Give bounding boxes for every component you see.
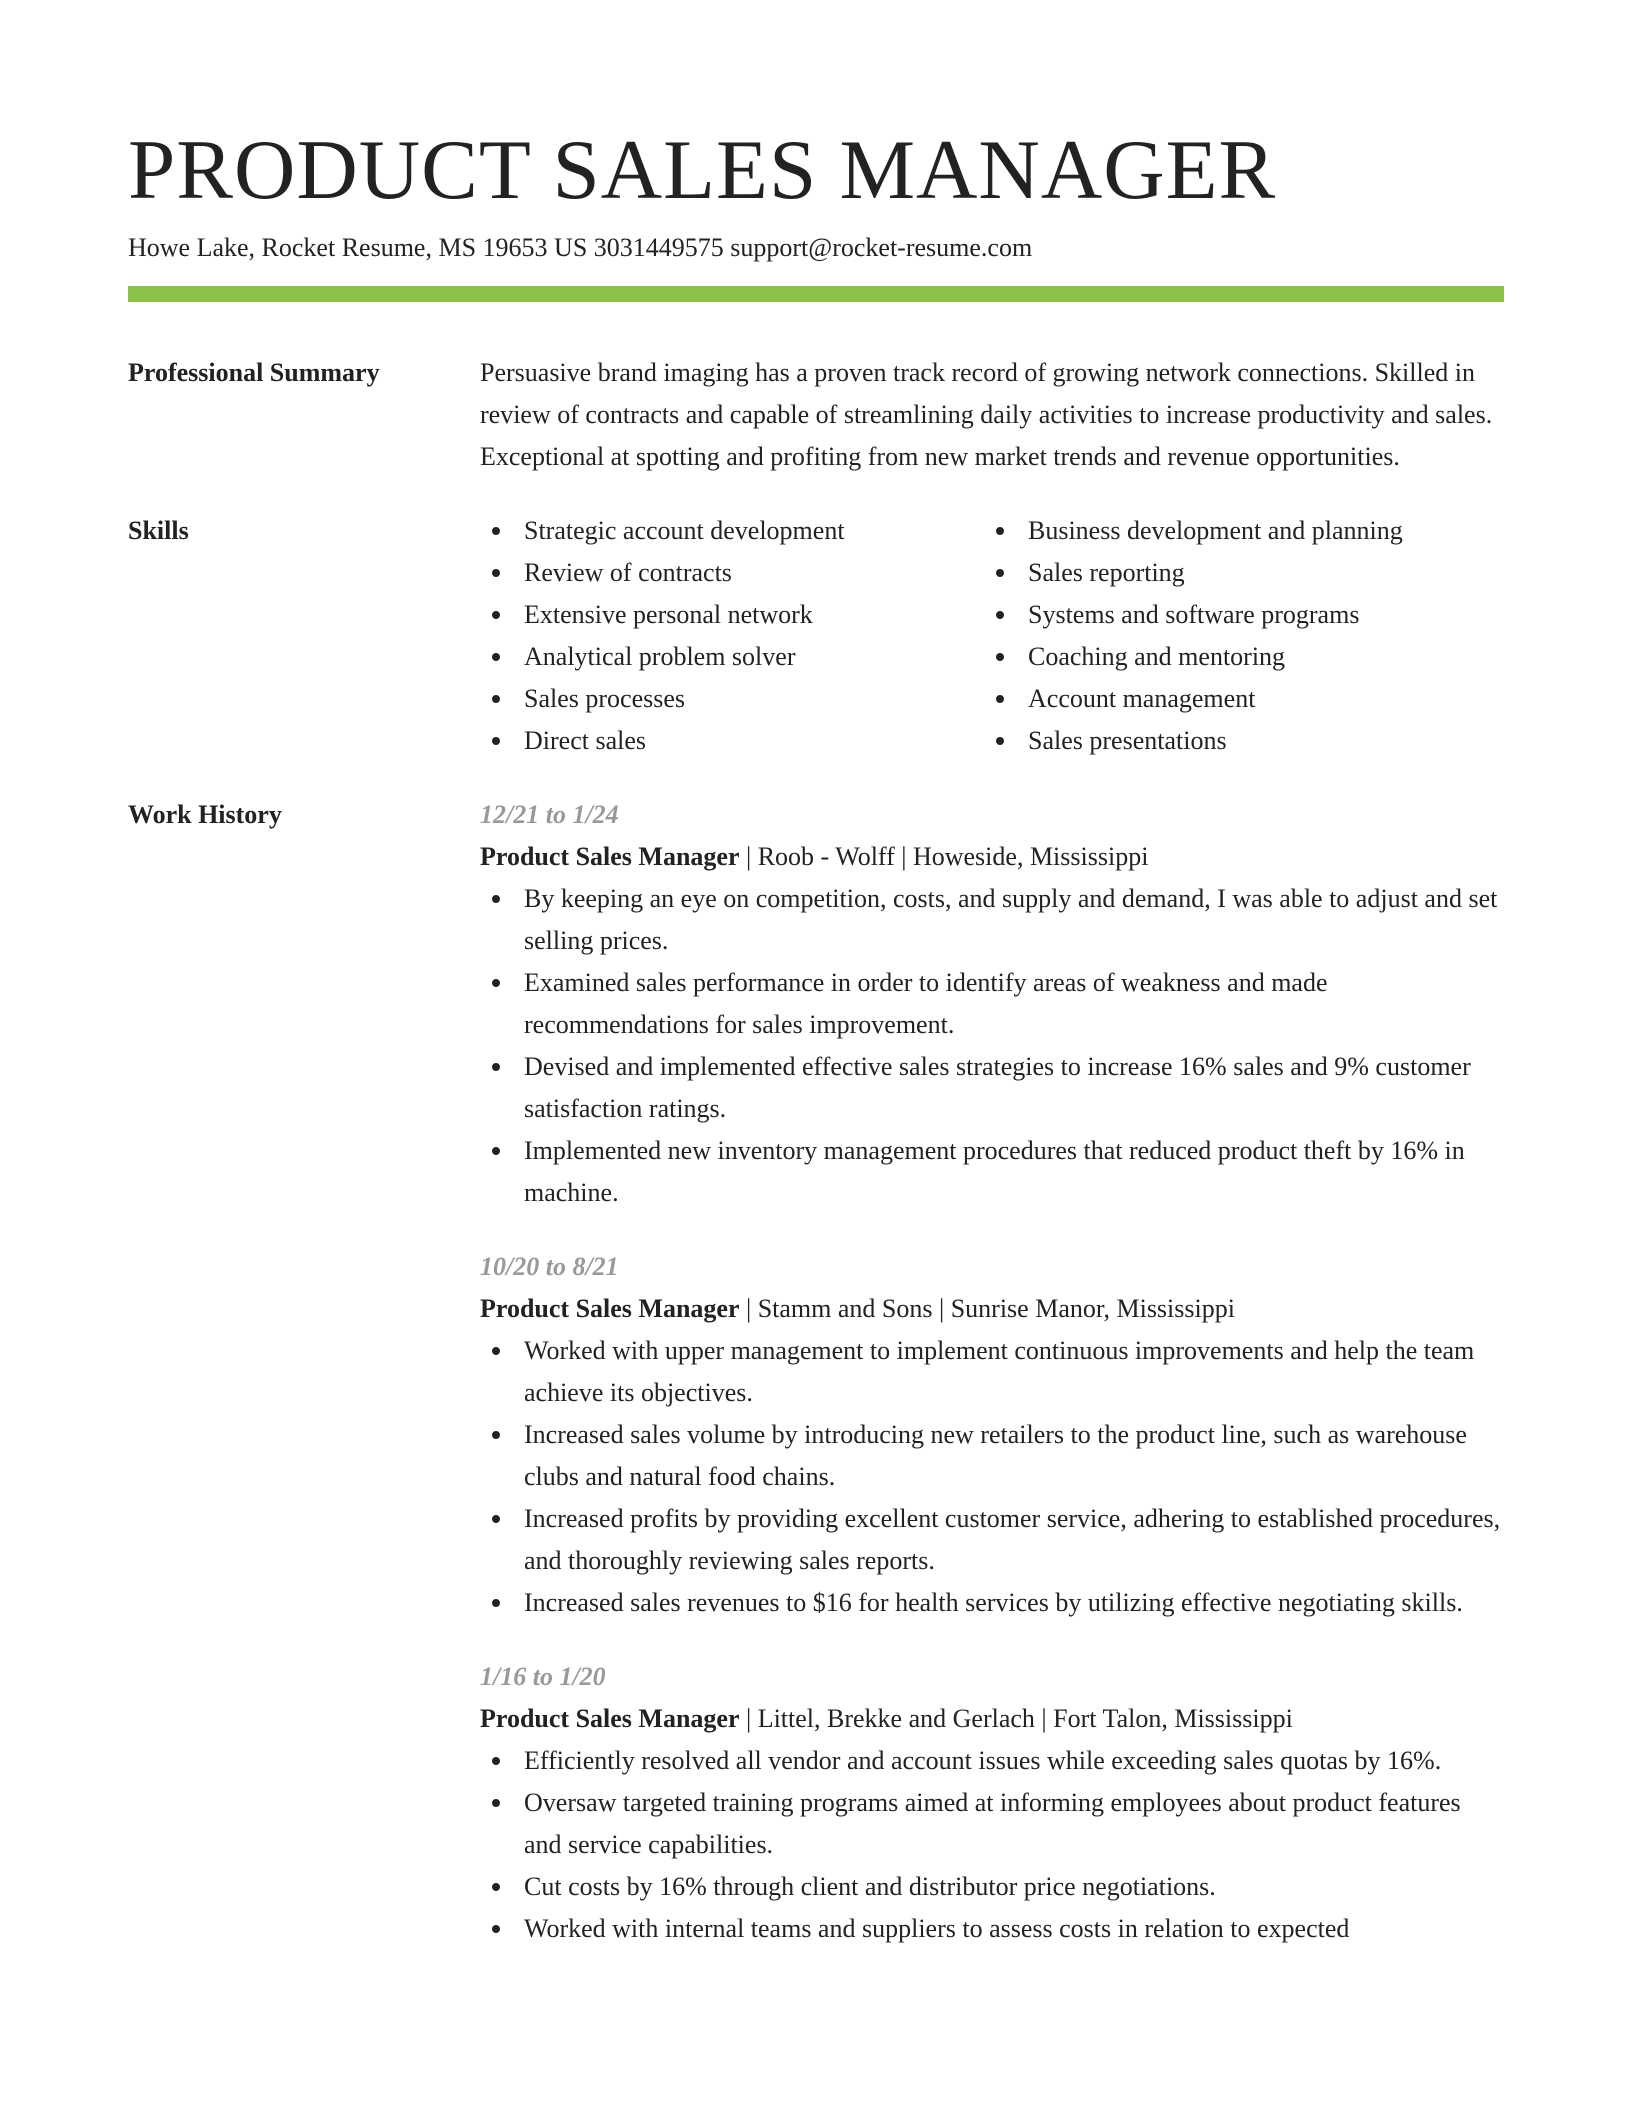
skill-item: Account management: [984, 678, 1488, 720]
skills-section: [128, 510, 1504, 762]
skills-column-left: [480, 510, 984, 762]
job-dates: 1/16 to 1/20: [480, 1662, 606, 1691]
work-history-section: [128, 794, 1504, 1982]
skill-item: Sales presentations: [984, 720, 1488, 762]
job-duties: [480, 1330, 1504, 1624]
duty-item: Devised and implemented effective sales strategies to increase 16% sales and 9% customer satisfaction ratings.: [480, 1046, 1504, 1130]
skill-item: Sales processes: [480, 678, 984, 720]
job-duties: [480, 1740, 1504, 1950]
contact-line: Howe Lake, Rocket Resume, MS 19653 US 3031449575 support@rocket-resume.com: [128, 233, 1033, 262]
job-entry: [480, 794, 1504, 1214]
skill-item: Strategic account development: [480, 510, 984, 552]
skill-item: Coaching and mentoring: [984, 636, 1488, 678]
skill-item: Extensive personal network: [480, 594, 984, 636]
skill-item: Analytical problem solver: [480, 636, 984, 678]
duty-item: Increased sales revenues to $16 for health services by utilizing effective negotiating skills.: [480, 1582, 1504, 1624]
job-duties: [480, 878, 1504, 1214]
resume-page: [128, 120, 1504, 1982]
job-heading: [480, 1288, 1504, 1330]
job-company-location: | Littel, Brekke and Gerlach | Fort Talon, Mississippi: [739, 1704, 1293, 1733]
header-divider: [128, 286, 1504, 302]
job-dates: 10/20 to 8/21: [480, 1252, 619, 1281]
job-entry: [480, 1656, 1504, 1950]
summary-text: Persuasive brand imaging has a proven track record of growing network connections. Skilled in review of contracts and capable of streamlining daily activities to increase productivity and sales. Exceptional at spotting and profiting from new market trends and revenue opportunities.: [480, 358, 1493, 471]
skill-item: Systems and software programs: [984, 594, 1488, 636]
skill-item: Sales reporting: [984, 552, 1488, 594]
job-entry: [480, 1246, 1504, 1624]
job-title: Product Sales Manager: [480, 1294, 740, 1323]
skill-item: Direct sales: [480, 720, 984, 762]
duty-item: Examined sales performance in order to identify areas of weakness and made recommendations for sales improvement.: [480, 962, 1504, 1046]
duty-item: By keeping an eye on competition, costs, and supply and demand, I was able to adjust and set selling prices.: [480, 878, 1504, 962]
job-dates: 12/21 to 1/24: [480, 800, 619, 829]
work-history-list: [480, 794, 1504, 1982]
skill-item: Business development and planning: [984, 510, 1488, 552]
job-title: Product Sales Manager: [480, 1704, 740, 1733]
section-label-summary: Professional Summary: [128, 358, 380, 387]
skill-item: Review of contracts: [480, 552, 984, 594]
professional-summary-section: [128, 352, 1504, 478]
duty-item: Increased profits by providing excellent customer service, adhering to established procedures, and thoroughly reviewing sales reports.: [480, 1498, 1504, 1582]
skills-column-right: [984, 510, 1488, 762]
section-label-work-history: Work History: [128, 800, 282, 829]
job-heading: [480, 1698, 1504, 1740]
duty-item: Implemented new inventory management procedures that reduced product theft by 16% in machine.: [480, 1130, 1504, 1214]
duty-item: Worked with internal teams and suppliers to assess costs in relation to expected: [480, 1908, 1504, 1950]
duty-item: Worked with upper management to implement continuous improvements and help the team achieve its objectives.: [480, 1330, 1504, 1414]
duty-item: Cut costs by 16% through client and distributor price negotiations.: [480, 1866, 1504, 1908]
job-title: Product Sales Manager: [480, 842, 740, 871]
skills-list: [480, 510, 1504, 762]
duty-item: Increased sales volume by introducing new retailers to the product line, such as warehouse clubs and natural food chains.: [480, 1414, 1504, 1498]
job-company-location: | Roob - Wolff | Howeside, Mississippi: [739, 842, 1149, 871]
job-heading: [480, 836, 1504, 878]
duty-item: Oversaw targeted training programs aimed at informing employees about product features and service capabilities.: [480, 1782, 1504, 1866]
section-label-skills: Skills: [128, 516, 189, 545]
resume-title: PRODUCT SALES MANAGER: [128, 123, 1277, 217]
duty-item: Efficiently resolved all vendor and account issues while exceeding sales quotas by 16%.: [480, 1740, 1504, 1782]
job-company-location: | Stamm and Sons | Sunrise Manor, Mississippi: [739, 1294, 1235, 1323]
